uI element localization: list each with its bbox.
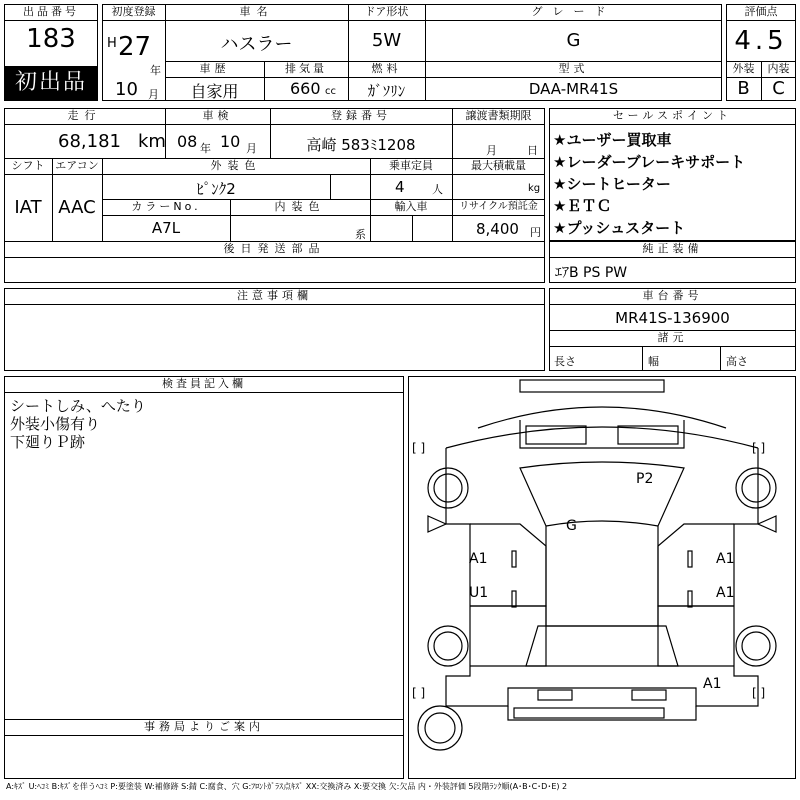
later-parts-label: 後日発送部品 — [223, 242, 326, 255]
color-no: A7L — [151, 219, 181, 237]
first-reg-year: 27 — [118, 32, 152, 62]
capacity-label: 乗車定員 — [389, 159, 433, 172]
damage-mark-a1-rear: A1 — [703, 676, 722, 692]
damage-mark-a1-right-lower: A1 — [716, 585, 735, 601]
door-handle-right — [688, 591, 692, 607]
model-label: 型式 — [558, 62, 589, 75]
car-name-label: 車名 — [239, 5, 274, 18]
wheel-rear-right — [742, 632, 770, 660]
inspector-note: 下廻りＰ跡 — [10, 433, 86, 451]
import-label: 輸入車 — [394, 200, 428, 213]
sales-point: ★シートヒーター — [553, 175, 671, 193]
era: H — [107, 36, 117, 51]
int-color-label: 内装色 — [274, 200, 326, 213]
recycle-label: リサイクル預託金 — [459, 201, 538, 212]
mirror-right — [758, 516, 776, 532]
equipment-label: 純正装備 — [642, 242, 703, 255]
bracket-right: [ ] — [752, 441, 766, 455]
exterior-grade: B — [737, 78, 750, 99]
roof — [546, 526, 658, 626]
body-outline — [446, 448, 758, 706]
chassis-label: 車台番号 — [642, 289, 703, 302]
rear-bumper-inner — [514, 708, 664, 718]
color-no-label: カラーNo. — [131, 200, 201, 213]
office-label: 事務局よりご案内 — [144, 720, 264, 733]
mirror-left — [428, 516, 446, 532]
load-unit: kg — [528, 183, 541, 194]
transfer-month-unit: 月 — [486, 144, 497, 157]
inspector-label: 検査員記入欄 — [162, 377, 246, 390]
body-front-arc — [446, 427, 758, 448]
model: DAA-MR41S — [528, 80, 619, 98]
roof-front-arc — [478, 407, 726, 428]
wheel-front-right — [742, 474, 770, 502]
interior-grade: C — [772, 78, 785, 99]
shift: IAT — [14, 197, 42, 218]
height-label: 高さ — [726, 355, 748, 368]
first-reg-month: 10 — [115, 79, 138, 100]
wheel-front-left — [434, 474, 462, 502]
score-label: 評価点 — [744, 5, 778, 18]
width-label: 幅 — [648, 355, 659, 368]
recycle-amount: 8,400 — [476, 220, 519, 238]
displacement-unit: cc — [325, 86, 336, 97]
history-label: 車歴 — [199, 62, 230, 75]
mileage-unit: km — [138, 131, 166, 152]
plate-label: 登録番号 — [331, 109, 391, 122]
bracket-left: [ ] — [412, 441, 426, 455]
ext-color: ﾋﾟﾝｸ2 — [196, 180, 236, 198]
transfer-day-unit: 日 — [527, 144, 538, 157]
bracket-right: [ ] — [752, 686, 766, 700]
damage-mark-a1-right: A1 — [716, 551, 735, 567]
mileage: 68,181 — [58, 131, 121, 152]
length-label: 長さ — [554, 355, 576, 368]
bracket-left: [ ] — [412, 686, 426, 700]
sales-point: ★レーダーブレーキサポート — [553, 153, 746, 171]
dims-label: 諸元 — [657, 331, 688, 344]
grade: G — [566, 30, 581, 51]
history: 自家用 — [190, 82, 239, 101]
damage-mark-a1-left: A1 — [469, 551, 488, 567]
inspector-note: シートしみ、へたり — [10, 397, 146, 415]
shift-label: シフト — [11, 159, 45, 172]
spare-wheel — [425, 713, 455, 743]
door-handle-left — [512, 551, 516, 567]
month-unit: 月 — [148, 88, 159, 101]
legend: A:ｷｽﾞ U:ﾍｺﾐ B:ｷｽﾞを伴うﾍｺﾐ P:要塗装 W:補修跡 S:錆 C:腐食、穴 G:ﾌﾛﾝﾄｶﾞﾗｽ点ｷｽﾞ XX:交換済み X:要交換 欠:欠品 内・外装評価 5段階ﾗﾝｸ順(A･B･C･D･E) 2 — [6, 782, 568, 791]
door-type: 5W — [371, 30, 402, 51]
door-handle-left — [512, 591, 516, 607]
displacement: 660 — [290, 79, 321, 98]
taillight-left — [538, 690, 572, 700]
rear-window — [526, 626, 678, 666]
plate-number: 高崎 583ﾐ1208 — [306, 136, 416, 154]
fuel-label: 燃料 — [371, 62, 402, 75]
sales-point: ★ＥＴＣ — [553, 197, 612, 215]
inspection-label: 車検 — [202, 109, 233, 122]
inspection-month: 10 — [220, 132, 241, 151]
mileage-label: 走行 — [67, 109, 102, 122]
inspection-year: 08 — [177, 132, 198, 151]
inspector-note: 外装小傷有り — [10, 415, 101, 433]
damage-mark-u1: U1 — [469, 585, 489, 601]
sales-point: ★プッシュスタート — [553, 219, 686, 237]
load-label: 最大積載量 — [471, 159, 526, 172]
year-unit: 年 — [150, 64, 161, 77]
ext-color-label: 外装色 — [210, 159, 262, 172]
displacement-label: 排気量 — [285, 62, 327, 75]
recycle-unit: 円 — [530, 226, 541, 239]
car-diagram — [408, 376, 796, 779]
divider — [4, 20, 98, 21]
chassis-number: MR41S-136900 — [615, 309, 730, 327]
sales-point: ★ユーザー買取車 — [553, 131, 672, 149]
taillight-right — [632, 690, 666, 700]
windshield — [520, 462, 684, 526]
first-reg-label: 初度登録 — [111, 5, 156, 18]
car-name: ハスラー — [220, 34, 293, 55]
grade-label: グレード — [531, 5, 616, 18]
score: 4.5 — [734, 26, 788, 56]
inspection-year-unit: 年 — [200, 142, 211, 155]
inspection-month-unit: 月 — [246, 142, 257, 155]
int-color-unit: 系 — [355, 228, 366, 241]
equipment-value: ｴｱB PS PW — [555, 265, 628, 281]
ac: AAC — [58, 197, 96, 218]
capacity: 4 — [395, 178, 405, 196]
lot-label: 出品番号 — [23, 5, 79, 18]
exterior-label: 外装 — [732, 62, 755, 75]
front-bumper — [520, 380, 664, 392]
door-handle-right — [688, 551, 692, 567]
interior-label: 内装 — [767, 62, 790, 75]
damage-mark-p2: P2 — [636, 471, 654, 487]
sales-points-label: セールスポイント — [612, 109, 732, 122]
fuel: ｶﾞｿﾘﾝ — [367, 82, 406, 100]
first-listing-badge: 初出品 — [5, 66, 97, 100]
lot-number: 183 — [26, 24, 76, 54]
wheel-rear-left — [434, 632, 462, 660]
notes-label: 注意事項欄 — [237, 289, 312, 302]
transfer-label: 譲渡書類期限 — [465, 109, 532, 122]
capacity-unit: 人 — [432, 183, 443, 196]
damage-mark-g: G — [566, 518, 577, 534]
ac-label: エアコン — [55, 159, 99, 172]
door-label: ドア形状 — [364, 5, 409, 18]
